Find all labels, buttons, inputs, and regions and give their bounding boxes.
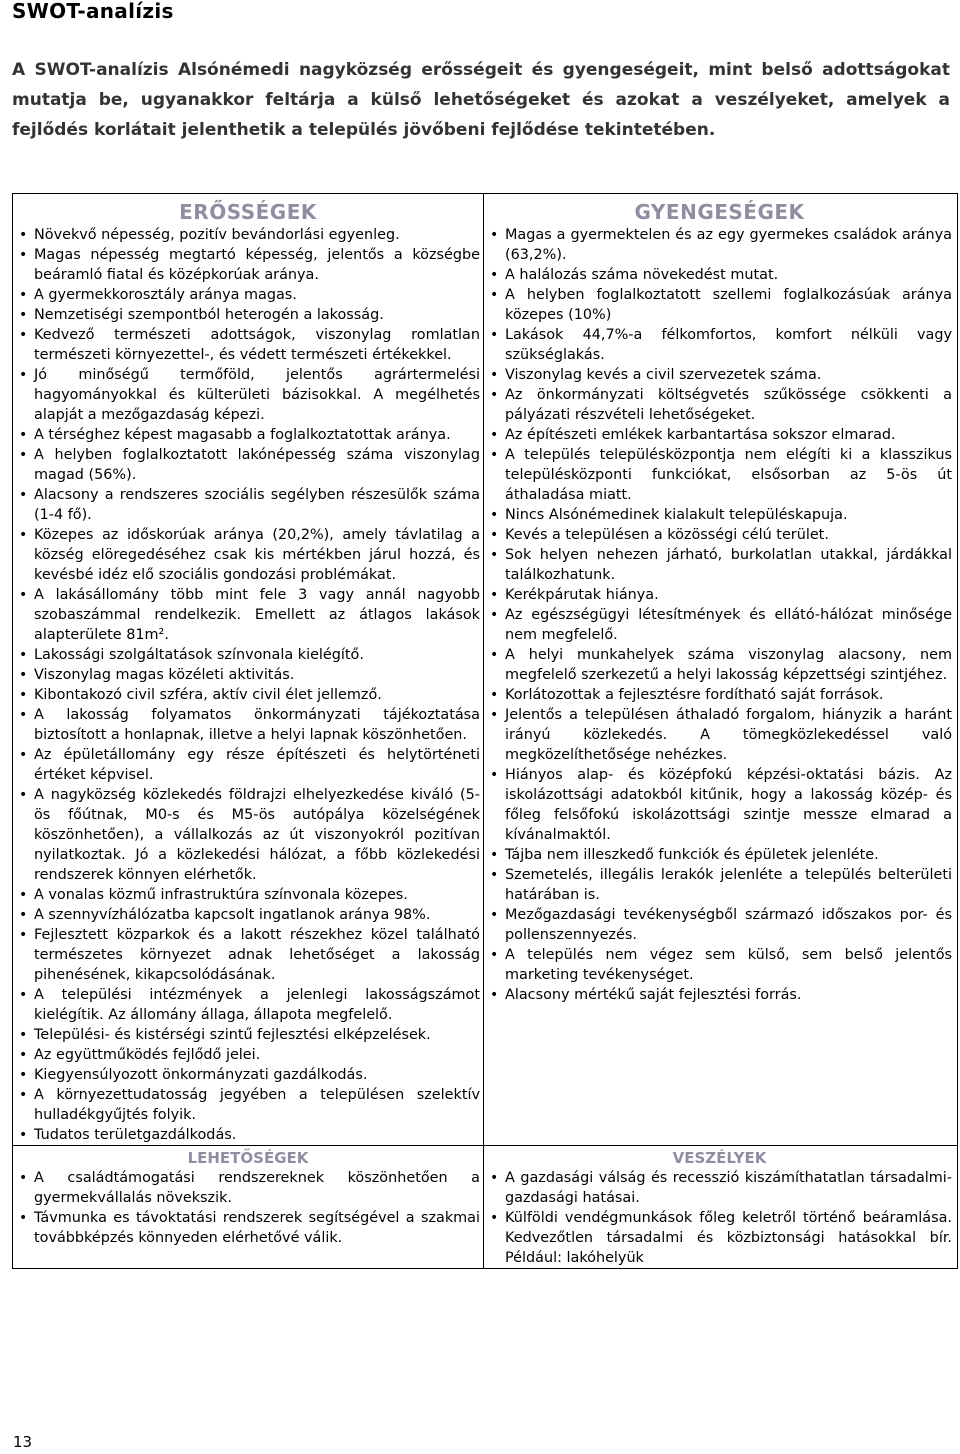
weaknesses-item: • Korlátozottak a fejlesztésre fordítható saját források. — [487, 685, 952, 705]
strengths-item: • Tudatos területgazdálkodás. — [16, 1125, 480, 1145]
strengths-item: • Alacsony a rendszeres szociális segélyben részesülők száma (1-4 fő). — [16, 485, 480, 525]
weaknesses-item: • A település településközpontja nem elégíti ki a klasszikus településközponti funkciókat, elsősorban az 5-ös út áthaladása miatt. — [487, 445, 952, 505]
opportunities-column — [13, 1146, 484, 1268]
strengths-item: • Lakossági szolgáltatások színvonala kielégítő. — [16, 645, 480, 665]
page-number: 13 — [13, 1433, 33, 1451]
opportunities-list — [16, 1168, 480, 1248]
strengths-item: • A térséghez képest magasabb a foglalkoztatottak aránya. — [16, 425, 480, 445]
weaknesses-item: • A halálozás száma növekedést mutat. — [487, 265, 952, 285]
strengths-item: • Viszonylag magas közéleti aktivitás. — [16, 665, 480, 685]
weaknesses-item: • Tájba nem illeszkedő funkciók és épületek jelenléte. — [487, 845, 952, 865]
strengths-item: • Nemzetiségi szempontból heterogén a lakosság. — [16, 305, 480, 325]
weaknesses-item: • Sok helyen nehezen járható, burkolatlan utakkal, járdákkal találkozhatunk. — [487, 545, 952, 585]
strengths-item: • Magas népesség megtartó képesség, jelentős a községbe beáramló fiatal és középkorúak aránya. — [16, 245, 480, 285]
weaknesses-item: • A helyben foglalkoztatott szellemi foglalkozásúak aránya közepes (10%) — [487, 285, 952, 325]
weaknesses-item: • Lakások 44,7%-a félkomfortos, komfort nélküli vagy szükséglakás. — [487, 325, 952, 365]
page-title: SWOT-analízis — [12, 0, 174, 23]
threats-list — [487, 1168, 952, 1268]
strengths-item: • A környezettudatosság jegyében a településen szelektív hulladékgyűjtés folyik. — [16, 1085, 480, 1125]
weaknesses-item: • Magas a gyermektelen és az egy gyermekes családok aránya (63,2%). — [487, 225, 952, 265]
strengths-item: • Az épületállomány egy része építészeti és helytörténeti értéket képvisel. — [16, 745, 480, 785]
strengths-item: • A nagyközség közlekedés földrajzi elhelyezkedése kiváló (5-ös főútnak, M0-s és M5-ös autópálya közelségének köszönhetően), a vállalkozás az út viszonyokról pozitívan nyilatkoztak. Jó a közlekedési hálózat, a főbb közlekedési rendszerek könnyen elérhetők. — [16, 785, 480, 885]
weaknesses-item: • Alacsony mértékű saját fejlesztési forrás. — [487, 985, 952, 1005]
strengths-item: • Kiegyensúlyozott önkormányzati gazdálkodás. — [16, 1065, 480, 1085]
weaknesses-item: • Kerékpárutak hiánya. — [487, 585, 952, 605]
strengths-item: • Kedvező természeti adottságok, viszonylag romlatlan természeti környezettel-, és védett természeti értékekkel. — [16, 325, 480, 365]
weaknesses-item: • Viszonylag kevés a civil szervezetek száma. — [487, 365, 952, 385]
strengths-item: • Jó minőségű termőföld, jelentős agrártermelési hagyományokkal és külterületi bázisokkal. A megélhetés alapját a mezőgazdaság képezi. — [16, 365, 480, 425]
strengths-item: • Közepes az időskorúak aránya (20,2%), amely távlatilag a község elöregedéséhez csak kis mértékben járul hozzá, és kevésbé idéz elő szociális gondozási problémákat. — [16, 525, 480, 585]
swot-row-internal — [13, 194, 957, 1145]
strengths-item: • A települési intézmények a jelenlegi lakosságszámot kielégítik. Az állomány állaga, állapota megfelelő. — [16, 985, 480, 1025]
strengths-item: • A lakásállomány több mint fele 3 vagy annál nagyobb szobaszámmal rendelkezik. Emellett az átlagos lakások alapterülete 81m². — [16, 585, 480, 645]
weaknesses-item: • Mezőgazdasági tevékenységből származó időszakos por- és pollenszennyezés. — [487, 905, 952, 945]
strengths-item: • A lakosság folyamatos önkormányzati tájékoztatása biztosított a honlapnak, illetve a helyi lapnak köszönhetően. — [16, 705, 480, 745]
weaknesses-item: • Nincs Alsónémedinek kialakult településkapuja. — [487, 505, 952, 525]
weaknesses-item: • Az építészeti emlékek karbantartása sokszor elmarad. — [487, 425, 952, 445]
intro-paragraph: A SWOT-analízis Alsónémedi nagyközség erősségeit és gyengeségeit, mint belső adottságokat mutatja be, ugyanakkor feltárja a külső lehetőségeket és azokat a veszélyeket, amelyek a fejlődés korlátait jelenthetik a település jövőbeni fejlődése tekintetében. — [12, 60, 950, 140]
strengths-item: • A vonalas közmű infrastruktúra színvonala közepes. — [16, 885, 480, 905]
weaknesses-item: • Kevés a településen a közösségi célú terület. — [487, 525, 952, 545]
swot-row-external — [13, 1145, 957, 1268]
strengths-column — [13, 194, 484, 1145]
strengths-item: • A helyben foglalkoztatott lakónépesség száma viszonylag magad (56%). — [16, 445, 480, 485]
strengths-item: • Települési- és kistérségi szintű fejlesztési elképzelések. — [16, 1025, 480, 1045]
threats-heading: VESZÉLYEK — [672, 1149, 767, 1167]
weaknesses-item: • A helyi munkahelyek száma viszonylag alacsony, nem megfelelő szerkezetű a helyi lakosság képzettségi szintjéhez. — [487, 645, 952, 685]
opportunities-item: • Távmunka es távoktatási rendszerek segítségével a szakmai továbbképzés könnyeden elérhetővé válik. — [16, 1208, 480, 1248]
weaknesses-item: • Hiányos alap- és középfokú képzési-oktatási bázis. Az iskolázottsági adatokból kitűnik, hogy a lakosság közép- és főleg felsőfokú iskolázottsági szintje messze elmarad a kívánalmaktól. — [487, 765, 952, 845]
opportunities-heading: LEHETŐSÉGEK — [187, 1149, 309, 1167]
weaknesses-item: • Az önkormányzati költségvetés szűkössége csökkenti a pályázati részvételi lehetőségeket. — [487, 385, 952, 425]
strengths-item: • Kibontakozó civil szféra, aktív civil élet jellemző. — [16, 685, 480, 705]
threats-item: • Külföldi vendégmunkások főleg keletről történő beáramlása. Kedvezőtlen társadalmi és közbiztonsági hatásokkal bír. Például: lakóhelyük — [487, 1208, 952, 1268]
weaknesses-item: • A település nem végez sem külső, sem belső jelentős marketing tevékenységet. — [487, 945, 952, 985]
weaknesses-list — [487, 225, 952, 1005]
weaknesses-heading: GYENGESÉGEK — [634, 200, 805, 224]
weaknesses-column — [484, 194, 955, 1145]
threats-item: • A gazdasági válság és recesszió kiszámíthatatlan társadalmi- gazdasági hatásai. — [487, 1168, 952, 1208]
opportunities-item: • A családtámogatási rendszereknek köszönhetően a gyermekvállalás növekszik. — [16, 1168, 480, 1208]
weaknesses-item: • Szemetelés, illegális lerakók jelenléte a település belterületi határában is. — [487, 865, 952, 905]
strengths-item: • A gyermekkorosztály aránya magas. — [16, 285, 480, 305]
strengths-item: • Az együttműködés fejlődő jelei. — [16, 1045, 480, 1065]
strengths-item: • Fejlesztett közparkok és a lakott részekhez közel található természetes környezet adnak lehetőséget a lakosság pihenésének, kikapcsolódásának. — [16, 925, 480, 985]
swot-table — [12, 193, 958, 1269]
weaknesses-item: • Jelentős a településen áthaladó forgalom, hiányzik a haránt irányú közlekedés. A tömegközlekedéssel való megközelíthetősége nehézkes. — [487, 705, 952, 765]
threats-column — [484, 1146, 955, 1268]
strengths-heading: ERŐSSÉGEK — [179, 200, 317, 224]
strengths-list — [16, 225, 480, 1145]
strengths-item: • A szennyvízhálózatba kapcsolt ingatlanok aránya 98%. — [16, 905, 480, 925]
strengths-item: • Növekvő népesség, pozitív bevándorlási egyenleg. — [16, 225, 480, 245]
weaknesses-item: • Az egészségügyi létesítmények és ellátó-hálózat minősége nem megfelelő. — [487, 605, 952, 645]
